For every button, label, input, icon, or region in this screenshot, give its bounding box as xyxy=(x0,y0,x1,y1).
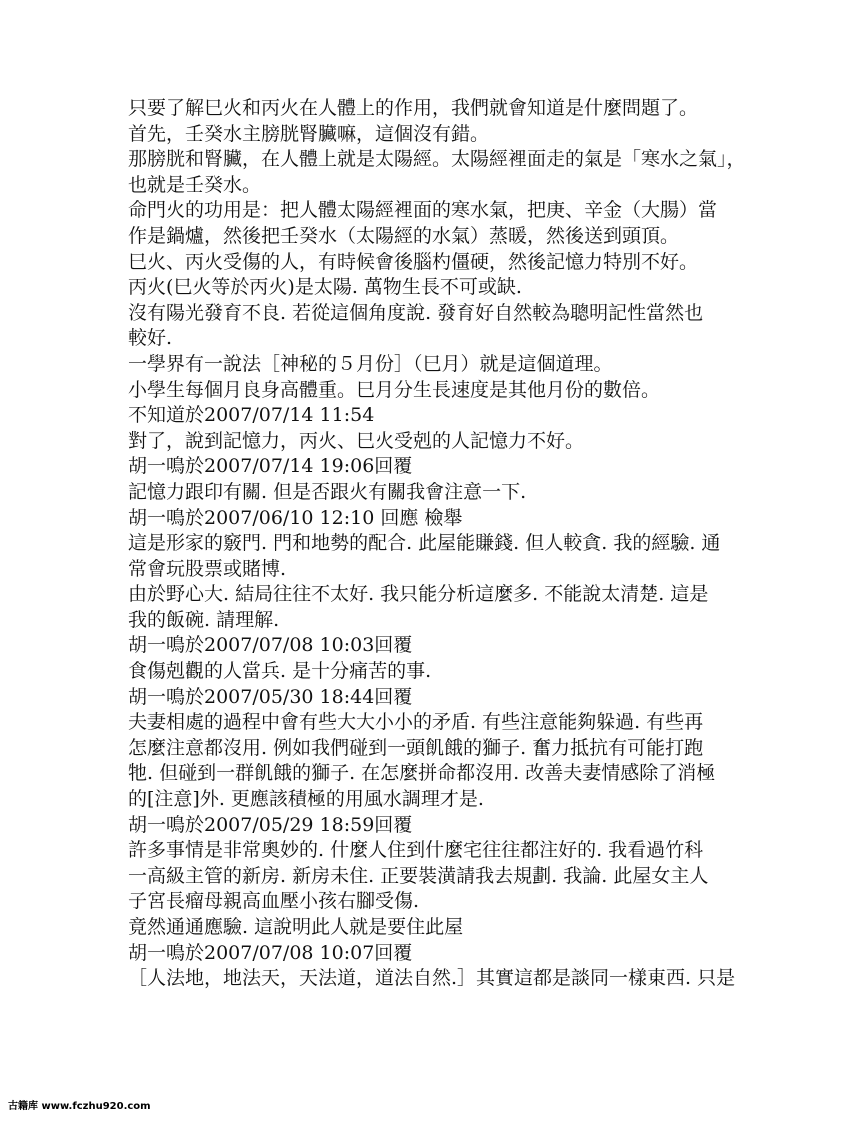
post-meta: 胡一鳴於2007/05/30 18:44回覆 xyxy=(128,685,413,708)
text-line: 由於野心大. 結局往往不太好. 我只能分析這麼多. 不能說太清楚. 這是 xyxy=(128,583,709,606)
text-line: 那膀胱和腎臟，在人體上就是太陽經。太陽經裡面走的氣是「寒水之氣」， xyxy=(128,148,746,171)
document-body xyxy=(128,96,753,992)
post-meta: 胡一鳴於2007/07/08 10:03回覆 xyxy=(128,634,413,657)
text-line: 的[注意]外. 更應該積極的用風水調理才是. xyxy=(128,788,484,811)
text-line: 記憶力跟印有關. 但是否跟火有關我會注意一下. xyxy=(128,480,527,503)
text-line: ［人法地，地法天，天法道，道法自然.］其實這都是談同一樣東西. 只是 xyxy=(128,967,736,990)
text-line: 食傷剋觀的人當兵. 是十分痛苦的事. xyxy=(128,660,432,683)
text-line: 一學界有一說法［神秘的５月份］（巳月）就是這個道理。 xyxy=(128,352,613,375)
text-line: 一高級主管的新房. 新房未住. 正要裝潢請我去規劃. 我論. 此屋女主人 xyxy=(128,864,709,887)
text-line: 怎麼注意都沒用. 例如我們碰到一頭飢餓的獅子. 奮力抵抗有可能打跑 xyxy=(128,736,704,759)
post-meta: 胡一鳴於2007/05/29 18:59回覆 xyxy=(128,813,413,836)
text-line: 作是鍋爐，然後把壬癸水（太陽經的水氣）蒸暖，然後送到頭頂。 xyxy=(128,224,680,247)
text-line: 沒有陽光發育不良. 若從這個角度說. 發育好自然較為聰明記性當然也 xyxy=(128,301,704,324)
text-line: 命門火的功用是：把人體太陽經裡面的寒水氣，把庚、辛金（大腸）當 xyxy=(128,199,718,222)
text-line: 較好. xyxy=(128,327,173,350)
text-line: 丙火(巳火等於丙火)是太陽. 萬物生長不可或缺. xyxy=(128,276,522,299)
text-line: 這是形家的竅門. 門和地勢的配合. 此屋能賺錢. 但人較貪. 我的經驗. 通 xyxy=(128,532,721,555)
text-line: 也就是壬癸水。 xyxy=(128,173,262,196)
text-line: 對了，說到記憶力，丙火、巳火受剋的人記憶力不好。 xyxy=(128,429,585,452)
text-line: 我的飯碗. 請理解. xyxy=(128,608,280,631)
text-line: 小學生每個月良身高體重。巳月分生長速度是其他月份的數倍。 xyxy=(128,378,661,401)
post-meta: 胡一鳴於2007/07/08 10:07回覆 xyxy=(128,941,413,964)
text-line: 夫妻相處的過程中會有些大大小小的矛盾. 有些注意能夠躲過. 有些再 xyxy=(128,711,704,734)
post-meta: 胡一鳴於2007/07/14 19:06回覆 xyxy=(128,455,413,478)
text-line: 許多事情是非常奧妙的. 什麼人住到什麼宅往往都注好的. 我看過竹科 xyxy=(128,839,704,862)
post-meta: 胡一鳴於2007/06/10 12:10 回應 檢舉 xyxy=(128,506,463,529)
text-line: 常會玩股票或賭博. xyxy=(128,557,287,580)
footer-watermark: 古籍库 www.fczhu920.com xyxy=(8,1101,151,1112)
text-line: 牠. 但碰到一群飢餓的獅子. 在怎麼拼命都沒用. 改善夫妻情感除了消極 xyxy=(128,762,716,785)
text-line: 竟然通通應驗. 這說明此人就是要住此屋 xyxy=(128,916,464,938)
text-line: 巳火、丙火受傷的人，有時候會後腦杓僵硬，然後記憶力特別不好。 xyxy=(128,250,699,273)
text-line: 只要了解巳火和丙火在人體上的作用，我們就會知道是什麼問題了。 xyxy=(128,97,699,119)
text-line: 首先，壬癸水主膀胱腎臟嘛，這個沒有錯。 xyxy=(128,122,490,145)
text-line: 子宮長瘤母親高血壓小孩右腳受傷. xyxy=(128,890,420,913)
post-meta: 不知道於2007/07/14 11:54 xyxy=(128,404,375,427)
